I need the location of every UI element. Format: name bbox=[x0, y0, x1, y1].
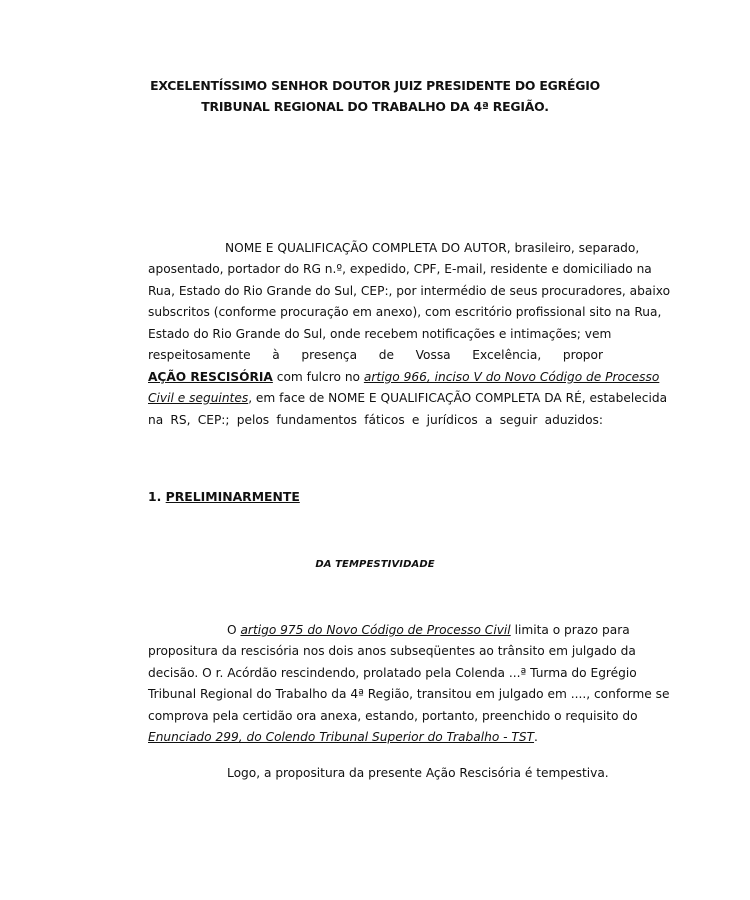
intro-line-7-text: com fulcro no bbox=[272, 370, 364, 384]
intro-line-5: Estado do Rio Grande do Sul, onde recebem notificações e intimações; vem bbox=[148, 327, 612, 341]
intro-line-1: NOME E QUALIFICAÇÃO COMPLETA DO AUTOR, brasileiro, separado, bbox=[225, 241, 640, 255]
body-line-1-end: limita o prazo para bbox=[510, 623, 630, 637]
body-line-1-start: O bbox=[227, 623, 241, 637]
body-line-4: Tribunal Regional do Trabalho da 4ª Região, transitou em julgado em ...., conforme se bbox=[148, 687, 670, 701]
heading-line-2: TRIBUNAL REGIONAL DO TRABALHO DA 4ª REGIÃO. bbox=[201, 99, 549, 114]
heading-line-1: EXCELENTÍSSIMO SENHOR DOUTOR JUIZ PRESIDENTE DO EGRÉGIO bbox=[150, 78, 600, 93]
body-line-5: comprova pela certidão ora anexa, estando, portanto, preenchido o requisito do bbox=[148, 709, 638, 723]
conclusion-line: Logo, a propositura da presente Ação Rescisória é tempestiva. bbox=[227, 766, 609, 780]
intro-line-2: aposentado, portador do RG n.º, expedido, CPF, E-mail, residente e domiciliado na bbox=[148, 262, 652, 276]
legal-reference-civil-code: Civil e seguintes bbox=[148, 391, 249, 405]
body-line-2: propositura da rescisória nos dois anos subseqüentes ao trânsito em julgado da bbox=[148, 644, 636, 658]
section-heading bbox=[148, 489, 300, 504]
action-title: AÇÃO RESCISÓRIA bbox=[148, 370, 273, 384]
section-title: PRELIMINARMENTE bbox=[165, 489, 300, 504]
intro-line-8 bbox=[148, 389, 668, 407]
body-line-6 bbox=[148, 728, 603, 746]
subheading: DA TEMPESTIVIDADE bbox=[315, 559, 435, 570]
body-line-3: decisão. O r. Acórdão rescindendo, prolatado pela Colenda ...ª Turma do Egrégio bbox=[148, 666, 637, 680]
body-line-6-end: . bbox=[534, 730, 538, 744]
intro-line-3: Rua, Estado do Rio Grande do Sul, CEP:, por intermédio de seus procuradores, abaixo bbox=[148, 284, 671, 298]
intro-line-4: subscritos (conforme procuração em anexo), com escritório profissional sito na Rua, bbox=[148, 305, 662, 319]
legal-reference-enunciado-299: Enunciado 299, do Colendo Tribunal Superior do Trabalho - TST bbox=[148, 730, 535, 744]
intro-line-9: na RS, CEP:; pelos fundamentos fáticos e jurídicos a seguir aduzidos: bbox=[148, 413, 603, 427]
legal-reference-art-975: artigo 975 do Novo Código de Processo Civil bbox=[240, 623, 511, 637]
legal-reference-art-966: artigo 966, inciso V do Novo Código de Processo bbox=[363, 370, 660, 384]
body-line-1 bbox=[227, 621, 630, 639]
intro-line-8-text: , em face de NOME E QUALIFICAÇÃO COMPLETA DA RÉ, estabelecida bbox=[248, 391, 668, 405]
intro-line-7 bbox=[148, 368, 660, 386]
section-number: 1. bbox=[148, 489, 162, 504]
intro-line-6: respeitosamente à presença de Vossa Excelência, propor bbox=[148, 348, 603, 362]
